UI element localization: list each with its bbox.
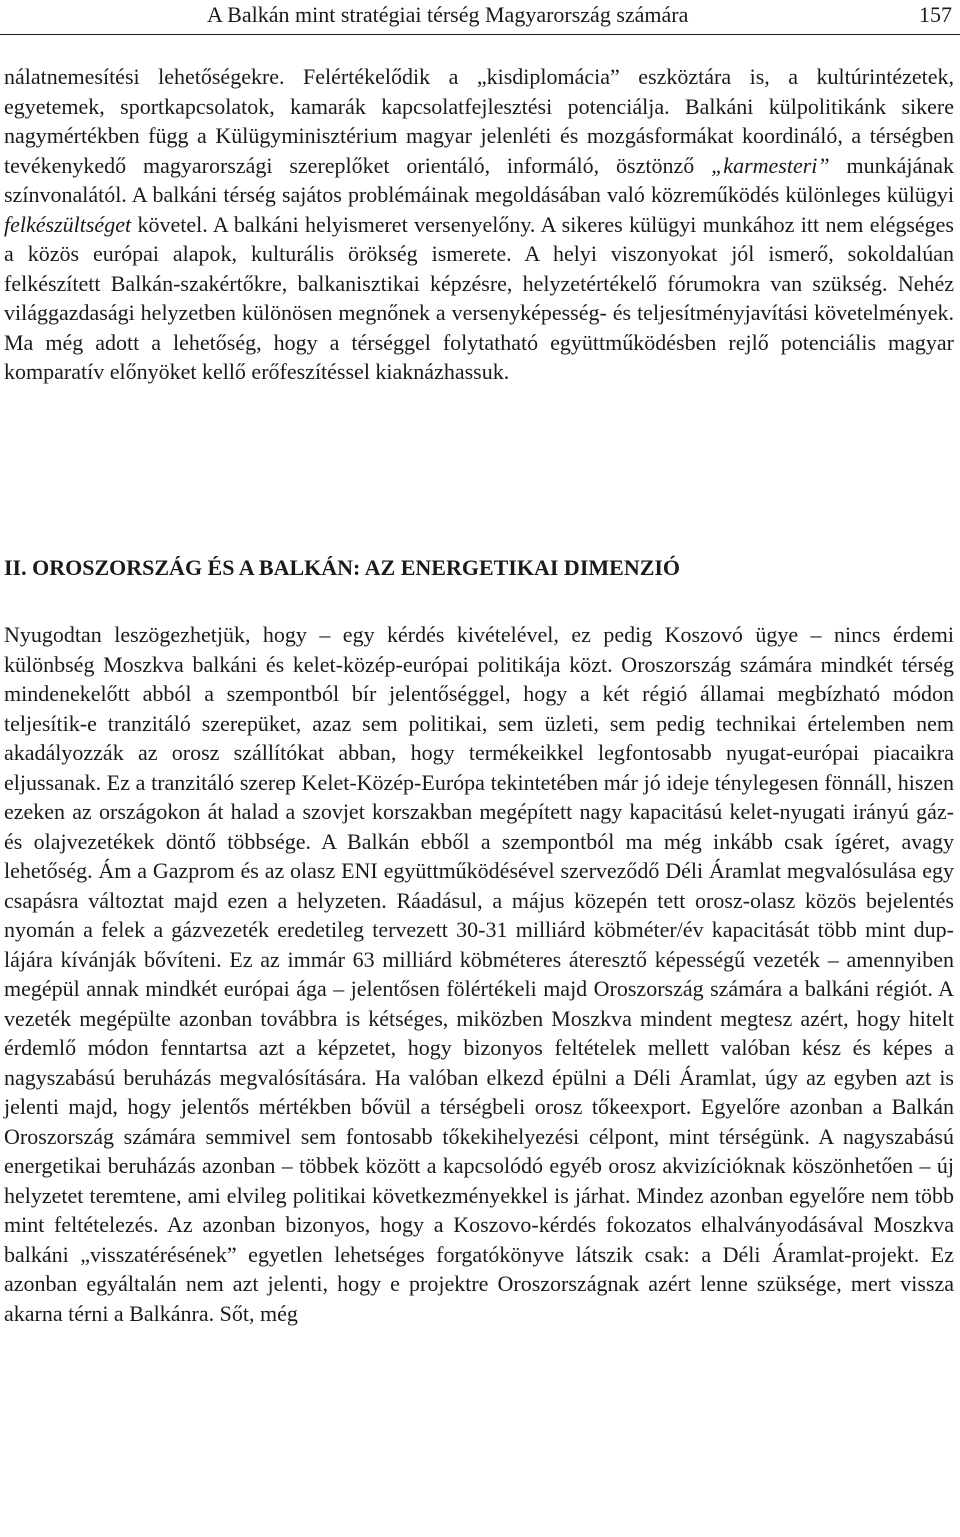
- emphasis-karmesteri: „karmesteri”: [711, 152, 830, 178]
- emphasis-felkeszultseget: felkészültséget: [4, 211, 132, 237]
- paragraph-1-text-c: követel. A balkáni helyismeret versenyelőny. A sikeres külügyi munkához itt nem elégséges a közös európai alapok, kulturális örökség ismerete. A helyi viszonyokat jól ismerő, sokoldalúan felkészített Balkán-szakértőkre, balkanisztikai képzésre, helyzetértékelő fórumokra van szükség. Nehéz világgazdasági helyzetben különösen megnőnek a versenyképesség- és teljesítményjavítási követelmények. Ma még adott a lehetőség, hogy a térséggel folytatható együttműködésben rejlő potenciális magyar komparatív előnyöket kellő erőfeszítéssel kiaknázhassuk.: [4, 211, 954, 384]
- header-rule: [0, 34, 960, 35]
- running-header: [0, 0, 960, 40]
- section-heading: II. OROSZORSZÁG ÉS A BALKÁN: AZ ENERGETIKAI DIMENZIÓ: [4, 555, 681, 580]
- paragraph-2: Nyugodtan leszögezhetjük, hogy – egy kérdés kivételével, ez pedig Koszovó ügye – nincs érdemi különbség Moszkva balkáni és kelet-közép-európai politikája közt. Oroszország számára mindkét térség mindenekelőtt abból a szempontból bír jelentőséggel, hogy a két régió államai megbízható módon teljesítik-e tranzitáló szerepüket, azaz sem politikai, sem üzleti, sem pedig technikai értelemben nem akadályozzák az orosz szállítókat abban, hogy termékeikkel legfontosabb nyugat-európai piacaikra eljussanak. Ez a tranzitáló szerep Kelet-Közép-Európa tekintetében már jó ideje ténylegesen fönnáll, hiszen ezeken az országokon át halad a szovjet korszakban megépített nagy kapacitású kelet-nyugati irányú gáz- és olajvezetékek döntő többsége. A Balkán ebből a szempontból ma még inkább csak ígéret, avagy lehetőség. Ám a Gazprom és az olasz ENI együttműködésével szerveződő Déli Áramlat megvalósulása egy csapásra változtat majd ezen a helyzeten. Ráadásul, a május közepén tett orosz-olasz közös bejelentés nyomán a felek a gázvezeték eredetileg tervezett 30-31 milliárd köbméter/év kapacitását több mint duplájára kívánják bővíteni. Ez az immár 63 milliárd köbméteres áteresztő képességű vezeték – amennyiben megépül annak mindkét európai ága – jelentősen fölértékeli majd Oroszország számára a balkáni régiót. A vezeték megépülte azonban továbbra is kétséges, miközben Moszkva mindent megtesz azért, hogy hitelt érdemlő módon fenntartsa azt a képzetet, hogy bizonyos feltételek mellett valóban kész és képes a nagyszabású beruházás megvalósítására. Ha valóban elkezd épülni a Déli Áramlat, úgy az egyben azt is jelenti majd, hogy jelentős mértékben bővül a térségbeli orosz tőkeexport. Egyelőre azonban a Balkán Oroszország számára semmivel sem fontosabb tőkekihelyezési célpont, mint térségünk. A nagyszabású energetikai beruházás azonban – többek között a kapcsolódó egyéb orosz akvizícióknak köszönhetően – új helyzetet teremtene, ami elvileg politikai következményekkel is járhat. Mindez azonban egyelőre nem több mint feltételezés. Az azonban bizonyos, hogy a Koszovo-kérdés fokozatos elhalványodásával Moszkva balkáni „visszatérésének” egyetlen lehetséges forgatókönyve látszik csak: a Déli Áramlat-projekt. Ez azonban egyáltalán nem azt jelenti, hogy e projektre Oroszországnak azért lenne szüksége, mert vissza akarna térni a Balkánra. Sőt, még: [4, 622, 954, 1326]
- page-number: 157: [919, 2, 952, 27]
- paragraph-1-text-a: nálatnemesítési lehetőségekre. Felértékelődik a „kisdiplomácia” eszköztára is, a kultúrintézetek, egyetemek, sportkapcsolatok, kamarák kapcsolatfejlesztési potenciálja. Balkáni külpolitikánk sikere nagymértékben függ a Külügyminisztérium magyar jelenléti és mozgásformákat koordináló, a térségben tevékenykedő magyarországi szereplőket orientáló, informáló, ösztönző: [4, 64, 954, 178]
- paragraph-1-text-b: munkájának színvonalától. A balkáni térség sajátos problémáinak megoldásában való közreműködés különleges külügyi: [4, 152, 954, 207]
- running-title: A Balkán mint stratégiai térség Magyarország számára: [207, 2, 689, 27]
- paragraph-1: [4, 62, 954, 387]
